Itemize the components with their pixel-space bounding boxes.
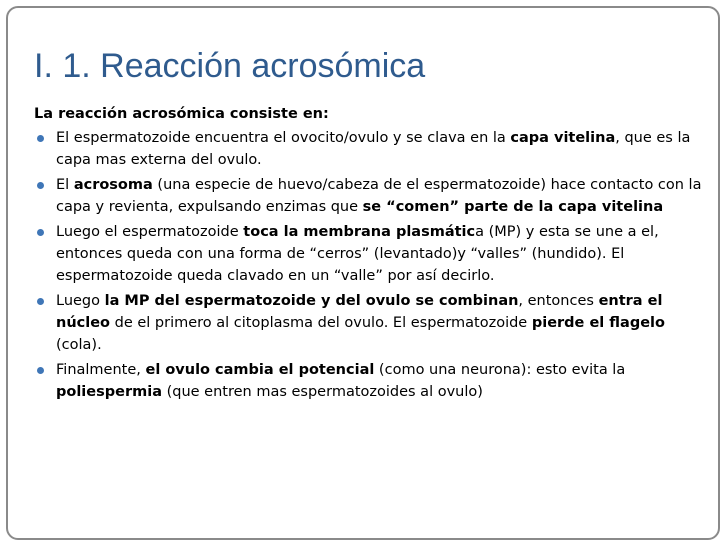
bullet-segment: de el primero al citoplasma del ovulo. El espermatozoide: [110, 315, 532, 331]
bullet-text: [56, 130, 690, 168]
bullet-segment: El espermatozoide encuentra el ovocito/ovulo y se clava en la: [56, 130, 511, 146]
bullet-dot-icon: [37, 229, 44, 236]
bullet-segment: a (MP) y esta se une a el, entonces queda con una forma de “cerros” (levantado)y “valles” (hundido). El espermatozoide queda clavado en un “valle” por así decirlo.: [56, 224, 659, 284]
bullet-item: [34, 174, 706, 218]
bullet-text: [56, 177, 701, 215]
bullet-bold-segment: acrosoma: [73, 177, 153, 193]
bullet-item: [34, 290, 706, 356]
bullet-dot-icon: [37, 135, 44, 142]
bullet-segment: , entonces: [518, 293, 599, 309]
bullet-bold-segment: pierde el flagelo: [531, 315, 665, 331]
bullet-segment: (una especie de huevo/cabeza de el espermatozoide) hace contacto con la capa y revienta, expulsando enzimas que: [56, 177, 702, 215]
bullet-segment: El: [56, 177, 74, 193]
bullet-dot-icon: [37, 298, 44, 305]
bullet-item: [34, 221, 706, 287]
bullet-item: [34, 127, 706, 171]
bullet-bold-segment: toca la membrana plasmátic: [243, 224, 476, 240]
bullet-segment: Finalmente,: [56, 362, 146, 378]
bullet-bold-segment: se “comen” parte de la capa vitelina: [362, 199, 664, 215]
bullet-bold-segment: el ovulo cambia el potencial: [145, 362, 375, 378]
bullet-segment: Luego: [56, 293, 105, 309]
slide-title: I. 1. Reacción acrosómica: [34, 47, 426, 85]
bullet-bold-segment: poliespermia: [56, 384, 162, 400]
bullet-text: [56, 224, 659, 284]
bullet-text: [56, 362, 625, 400]
bullet-item: [34, 359, 706, 403]
bullet-segment: , que es la capa mas externa del ovulo.: [56, 130, 691, 168]
bullet-segment: (cola).: [56, 337, 102, 353]
bullet-bold-segment: capa vitelina: [510, 130, 616, 146]
bullet-dot-icon: [37, 182, 44, 189]
bullet-bold-segment: entra el núcleo: [56, 293, 663, 331]
slide-content: [34, 103, 706, 406]
bullet-segment: (que entren mas espermatozoides al ovulo): [161, 384, 483, 400]
bullet-list: [34, 127, 706, 403]
bullet-text: [56, 293, 665, 353]
slide-frame: [6, 6, 720, 540]
bullet-bold-segment: la MP del espermatozoide y del ovulo se combinan: [104, 293, 519, 309]
intro-text: La reacción acrosómica consiste en:: [34, 106, 329, 122]
bullet-segment: Luego el espermatozoide: [56, 224, 244, 240]
bullet-segment: (como una neurona): esto evita la: [374, 362, 626, 378]
bullet-dot-icon: [37, 367, 44, 374]
